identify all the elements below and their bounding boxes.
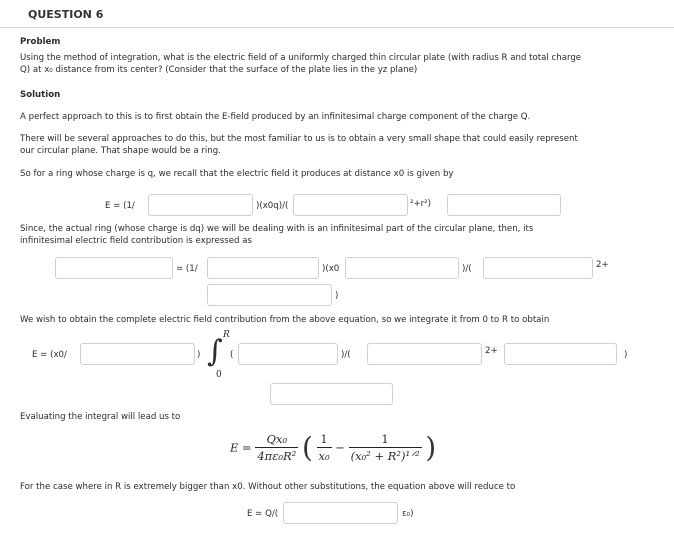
integral-upper-limit: R: [223, 330, 230, 340]
eq2-text-a: = (1/: [176, 264, 198, 274]
eq1-answer-box-2[interactable]: [293, 194, 408, 216]
final-e-label: E = Q/(: [247, 509, 279, 519]
eq3-answer-box-3[interactable]: [367, 343, 482, 365]
eq1-middle-text: )(x0q)/(: [256, 201, 289, 211]
eq3-answer-box-4[interactable]: [504, 343, 617, 365]
eq3-e-label: E = (x0/: [32, 350, 67, 360]
problem-text-line-1: Using the method of integration, what is the electric field of a uniformly charged thin circular plate (with radius R and total charge: [20, 53, 582, 63]
solution-paragraph-7: For the case where in R is extremely bigger than x0. Without other substitutions, the equation above will reduce to: [20, 482, 516, 492]
result-main-fraction: [255, 432, 298, 463]
solution-paragraph-6: Evaluating the integral will lead us to: [20, 412, 181, 422]
result-right-paren: ): [425, 431, 437, 464]
eq1-answer-box-1[interactable]: [148, 194, 253, 216]
eq3-sup-text: 2+: [485, 346, 498, 356]
eq3-end-paren: ): [624, 350, 628, 360]
result-left-paren: (: [301, 431, 313, 464]
result-inner-num-2: 1: [349, 432, 422, 448]
final-answer-box[interactable]: [283, 502, 398, 524]
eq2-text-b: )(x0: [322, 264, 340, 274]
integral-sign: ∫: [207, 334, 223, 369]
eq1-tail-text: ²+r²): [410, 199, 431, 209]
eq3-mid-text: )/(: [341, 350, 351, 360]
solution-paragraph-2-line-1: There will be several approaches to do this, but the most familiar to us is to obtain a very small shape that could easily represent: [20, 134, 578, 144]
result-denominator: 4πε₀R²: [257, 449, 297, 463]
result-lhs: E =: [230, 440, 252, 455]
eq2-answer-box-5[interactable]: [207, 284, 332, 306]
eq2-answer-box-4[interactable]: [483, 257, 593, 279]
final-epsilon-text: ε₀): [402, 509, 414, 519]
solution-paragraph-2-line-2: our circular plane. That shape would be a ring.: [20, 146, 221, 156]
eq3-open-paren: (: [230, 350, 234, 360]
question-title: QUESTION 6: [28, 8, 104, 21]
eq2-text-d: 2+: [596, 260, 609, 270]
result-inner-fraction-1: [317, 432, 332, 463]
eq3-close-paren: ): [197, 350, 201, 360]
eq1-e-label: E = (1/: [105, 201, 135, 211]
solution-paragraph-5: We wish to obtain the complete electric field contribution from the above equation, so we integrate it from 0 to R to obtain: [20, 315, 550, 325]
eq2-answer-box-1[interactable]: [55, 257, 173, 279]
result-inner-fraction-2: [349, 432, 422, 463]
integral-lower-limit: 0: [216, 370, 222, 380]
eq3-answer-box-2[interactable]: [238, 343, 338, 365]
result-formula: [230, 431, 436, 464]
result-inner-den-1: x₀: [318, 449, 330, 463]
eq2-text-e: ): [335, 291, 339, 301]
eq1-answer-box-3[interactable]: [447, 194, 561, 216]
eq2-text-c: )/(: [462, 264, 472, 274]
result-inner-num-1: 1: [317, 432, 332, 448]
eq2-answer-box-2[interactable]: [207, 257, 319, 279]
result-inner-den-2: (x₀² + R²)¹ᐟ²: [350, 449, 420, 463]
problem-heading: Problem: [20, 37, 61, 47]
solution-heading: Solution: [20, 90, 61, 100]
eq2-answer-box-3[interactable]: [345, 257, 459, 279]
solution-paragraph-3: So for a ring whose charge is q, we recall that the electric field it produces at distance x0 is given by: [20, 169, 454, 179]
solution-paragraph-4-line-2: infinitesimal electric field contribution is expressed as: [20, 236, 252, 246]
eq3-answer-box-5[interactable]: [270, 383, 393, 405]
result-minus: −: [335, 440, 345, 455]
problem-text-line-2: Q) at x₀ distance from its center? (Consider that the surface of the plate lies in the yz plane): [20, 65, 418, 75]
solution-paragraph-1: A perfect approach to this is to first obtain the E-field produced by an infinitesimal charge component of the charge Q.: [20, 112, 531, 122]
title-divider: [0, 27, 674, 28]
eq3-answer-box-1[interactable]: [80, 343, 195, 365]
solution-paragraph-4-line-1: Since, the actual ring (whose charge is dq) we will be dealing with is an infinitesimal part of the circular plane, then, its: [20, 224, 534, 234]
result-numerator: Qx₀: [255, 432, 298, 448]
